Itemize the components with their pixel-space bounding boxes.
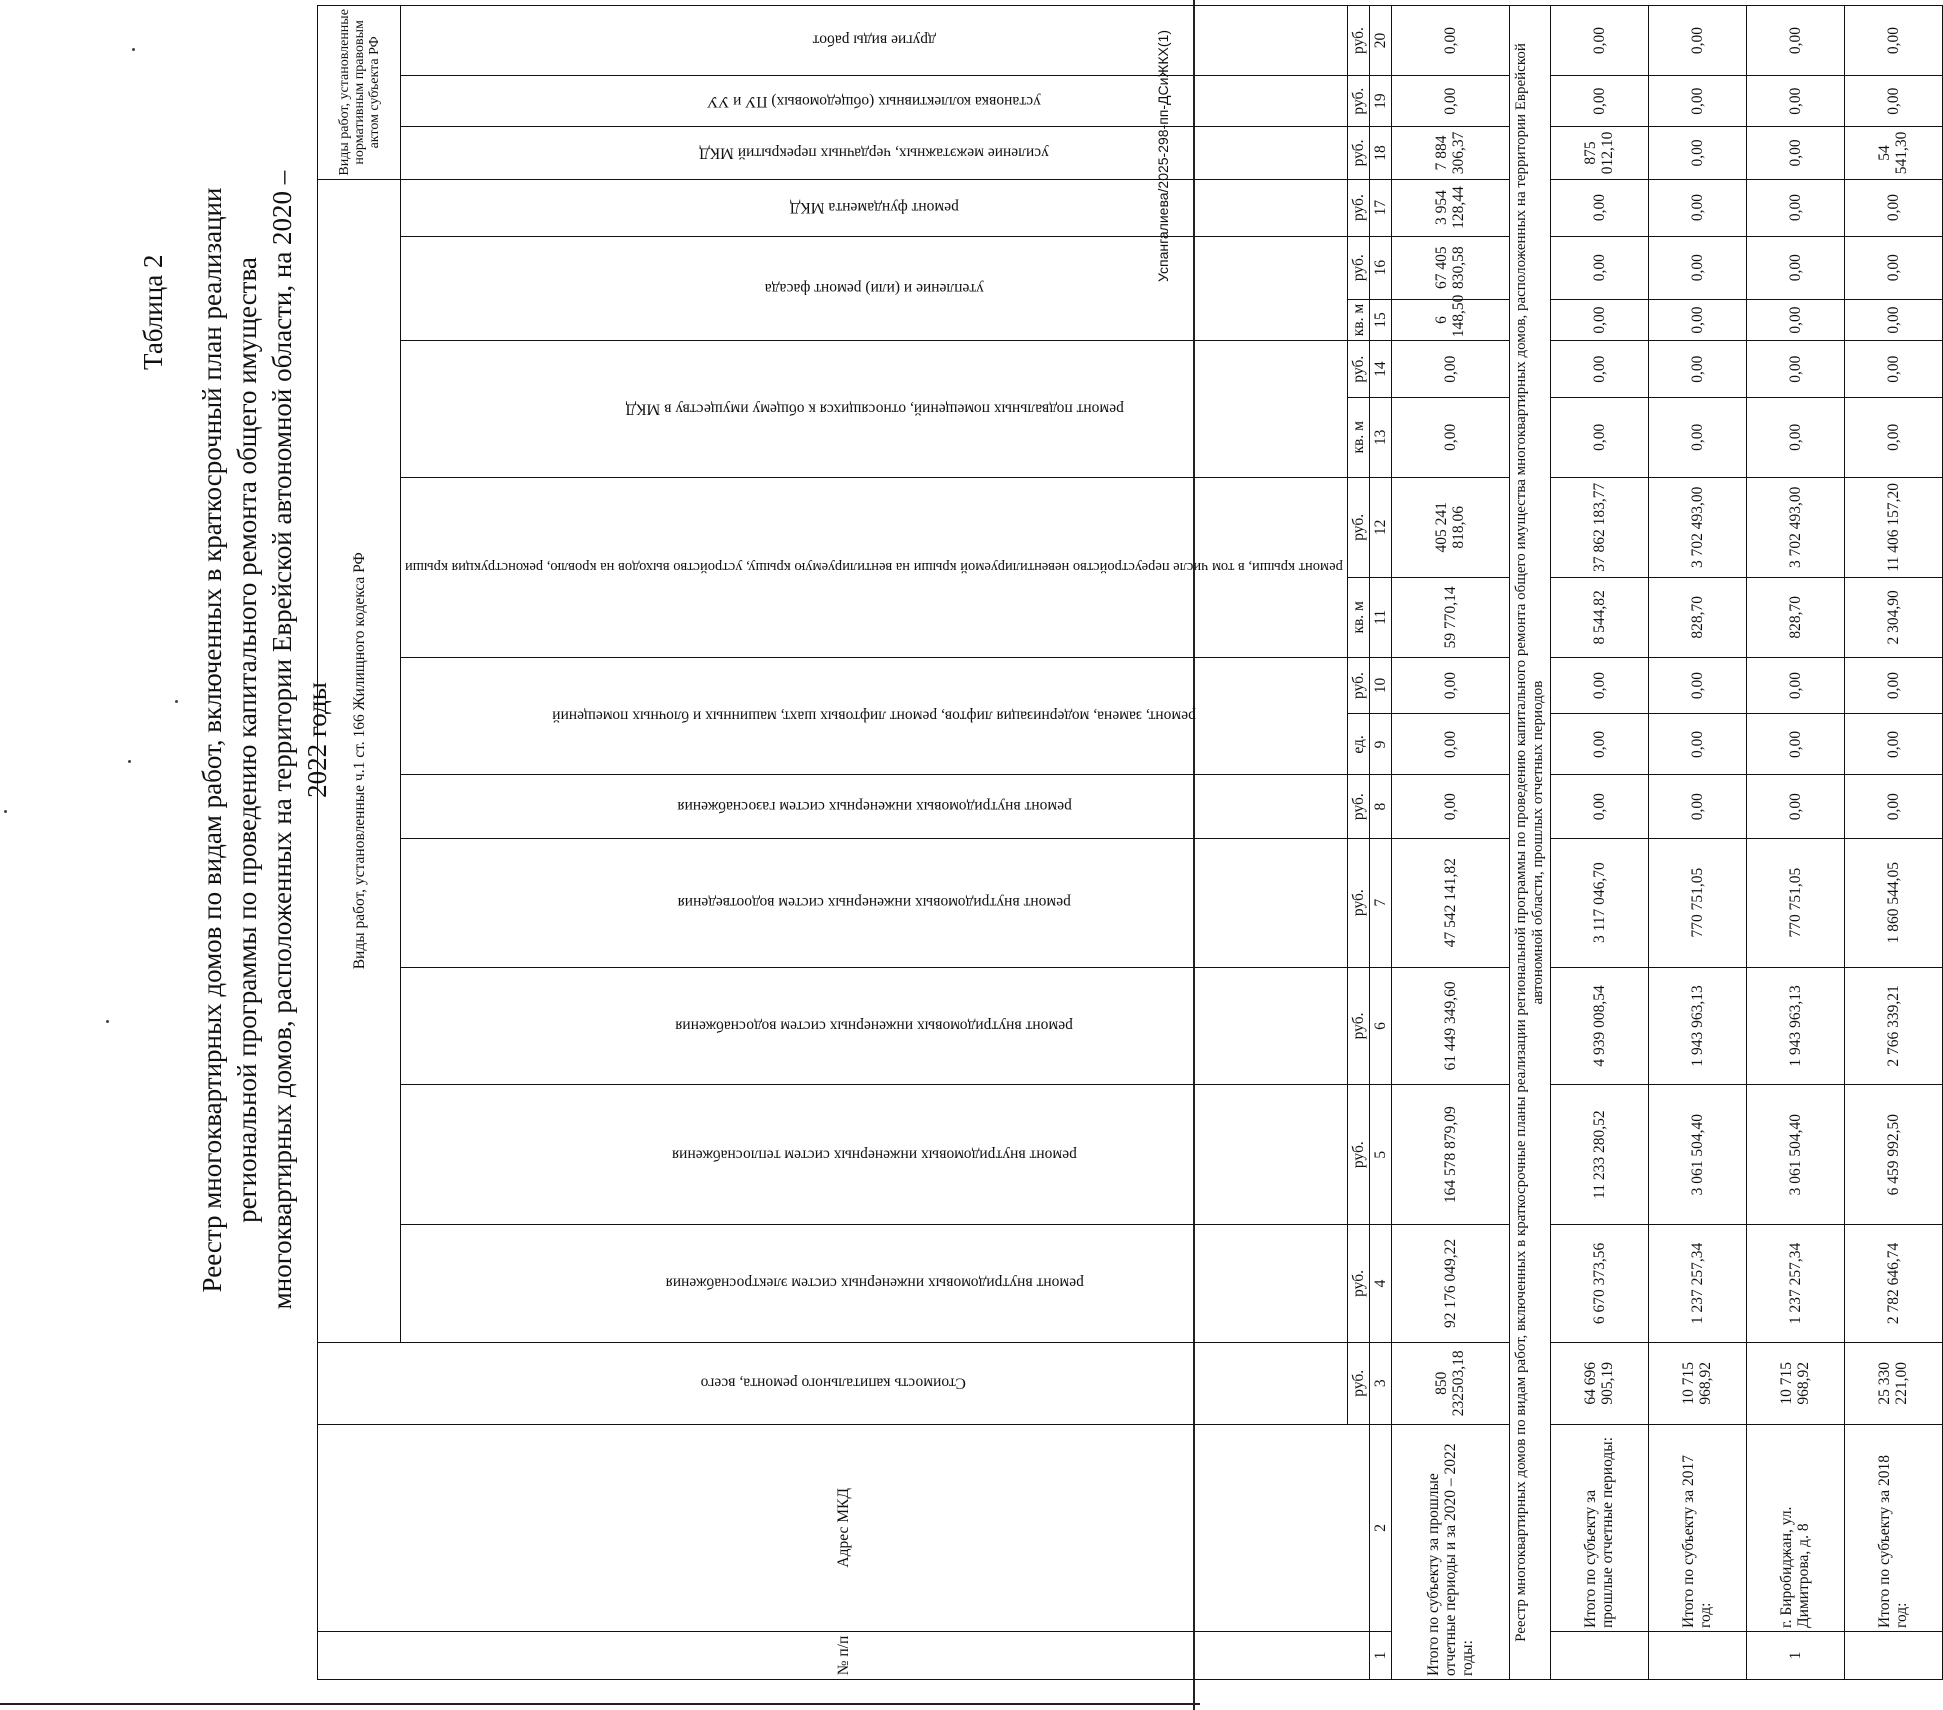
table-cell: 0,00 (1648, 775, 1746, 838)
table-cell: 0,00 (1844, 341, 1942, 398)
table-cell: 92 176 049,22 (1391, 1225, 1509, 1343)
table-cell: 0,00 (1844, 6, 1942, 76)
header-water-drain: ремонт внутридомовых инженерных систем водоотведения (401, 838, 1348, 967)
unit-cell: руб. (1347, 657, 1369, 714)
header-address: Адрес МКД (318, 1424, 1370, 1631)
table-cell: 3 702 493,00 (1746, 477, 1844, 577)
table-cell: 0,00 (1648, 714, 1746, 775)
table-number: Таблица 2 (138, 254, 168, 370)
table-cell: 0,00 (1844, 179, 1942, 236)
unit-cell: руб. (1347, 838, 1369, 967)
table-cell: 3 061 504,40 (1648, 1085, 1746, 1225)
table-cell: 10 715 968,92 (1746, 1342, 1844, 1424)
table-cell: 2 766 339,21 (1844, 967, 1942, 1085)
table-cell: 770 751,05 (1648, 838, 1746, 967)
header-row-groups (318, 6, 401, 1680)
table-cell: 11 406 157,20 (1844, 477, 1942, 577)
table-row (1550, 6, 1648, 1680)
table-cell: 3 061 504,40 (1746, 1085, 1844, 1225)
col-number: 4 (1369, 1225, 1391, 1343)
unit-cell: руб. (1347, 76, 1369, 127)
unit-cell: руб. (1347, 1085, 1369, 1225)
table-cell: 828,70 (1648, 578, 1746, 658)
table-cell: 3 702 493,00 (1648, 477, 1746, 577)
col-number: 20 (1369, 6, 1391, 76)
table-cell: 875 012,10 (1550, 127, 1648, 179)
table-cell: 0,00 (1746, 714, 1844, 775)
col-number: 6 (1369, 967, 1391, 1085)
header-floors: усиление межэтажных, чердачных перекрытий МКД (401, 127, 1348, 179)
table-cell: 0,00 (1746, 76, 1844, 127)
header-lifts: ремонт, замена, модернизация лифтов, ремонт лифтовых шахт, машинных и блочных помещений (401, 657, 1348, 775)
header-group-166: Виды работ, установленные ч.1 ст. 166 Жилищного кодекса РФ (318, 179, 401, 1342)
row-label: г. Биробиджан, ул. Димитрова, д. 8 (1746, 1424, 1844, 1631)
col-number: 15 (1369, 299, 1391, 340)
table-row (1648, 6, 1746, 1680)
table-cell: 25 330 221,00 (1844, 1342, 1942, 1424)
row-num (1648, 1632, 1746, 1680)
section-header: Реестр многоквартирных домов по видам работ, включенных в краткосрочные планы реализации региональной программы по проведению капитального ремонта общего имущества многоквартирных домов, расположенных на территории Еврейской автономной области, прошлых отчетных периодов (1509, 6, 1550, 1680)
table-cell: 0,00 (1391, 6, 1509, 76)
unit-cell: кв. м (1347, 578, 1369, 658)
table-cell: 0,00 (1746, 775, 1844, 838)
col-number: 18 (1369, 127, 1391, 179)
table-cell: 0,00 (1746, 341, 1844, 398)
table-cell: 54 541,30 (1844, 127, 1942, 179)
unit-cell: руб. (1347, 127, 1369, 179)
register-table (317, 5, 1943, 1680)
table-cell: 3 117 046,70 (1550, 838, 1648, 967)
table-cell: 0,00 (1844, 76, 1942, 127)
table-cell: 828,70 (1746, 578, 1844, 658)
row-label: Итого по субъекту за прошлые отчетные периоды: (1550, 1424, 1648, 1631)
table-cell: 0,00 (1550, 236, 1648, 299)
unit-cell: руб. (1347, 775, 1369, 838)
total-row (1391, 6, 1509, 1680)
col-number: 17 (1369, 179, 1391, 236)
table-cell: 6 670 373,56 (1550, 1225, 1648, 1343)
table-cell: 0,00 (1550, 714, 1648, 775)
table-cell: 0,00 (1391, 714, 1509, 775)
table-cell: 164 578 879,09 (1391, 1085, 1509, 1225)
table-cell: 0,00 (1746, 299, 1844, 340)
table-cell: 6 459 992,50 (1844, 1085, 1942, 1225)
unit-cell: руб. (1347, 236, 1369, 299)
col-number: 2 (1369, 1424, 1391, 1631)
header-group-subject: Виды работ, установленные нормативным правовым актом субъекта РФ (318, 6, 401, 180)
table-cell: 1 860 544,05 (1844, 838, 1942, 967)
row-num (1844, 1632, 1942, 1680)
table-cell: 61 449 349,60 (1391, 967, 1509, 1085)
table-cell: 0,00 (1746, 236, 1844, 299)
header-water-supply: ремонт внутридомовых инженерных систем водоснабжения (401, 967, 1348, 1085)
col-number: 9 (1369, 714, 1391, 775)
col-number: 1 (1369, 1632, 1391, 1680)
header-foundation: ремонт фундамента МКД (401, 179, 1348, 236)
header-gas: ремонт внутридомовых инженерных систем газоснабжения (401, 775, 1348, 838)
table-cell: 0,00 (1648, 76, 1746, 127)
table-cell: 0,00 (1648, 398, 1746, 478)
table-cell: 6 148,50 (1391, 299, 1509, 340)
col-number: 12 (1369, 477, 1391, 577)
header-cost-total: Стоимость капитального ремонта, всего (318, 1342, 1348, 1424)
table-cell: 0,00 (1648, 127, 1746, 179)
unit-cell: руб. (1347, 6, 1369, 76)
table-cell: 0,00 (1648, 341, 1746, 398)
unit-cell: руб. (1347, 967, 1369, 1085)
table-cell: 0,00 (1746, 657, 1844, 714)
col-number: 16 (1369, 236, 1391, 299)
table-cell: 0,00 (1391, 775, 1509, 838)
table-cell: 1 237 257,34 (1746, 1225, 1844, 1343)
unit-cell: кв. м (1347, 398, 1369, 478)
table-cell: 0,00 (1648, 179, 1746, 236)
unit-cell: руб. (1347, 1225, 1369, 1343)
table-cell: 0,00 (1746, 127, 1844, 179)
document-footer: Успангалиева/2025-298-пп-ДСиЖКХ(1) (1155, 30, 1171, 282)
table-cell: 0,00 (1550, 657, 1648, 714)
table-cell: 67 405 830,58 (1391, 236, 1509, 299)
table-cell: 7 884 306,37 (1391, 127, 1509, 179)
table-cell: 0,00 (1844, 775, 1942, 838)
table-cell: 770 751,05 (1746, 838, 1844, 967)
col-number: 11 (1369, 578, 1391, 658)
table-row (1746, 6, 1844, 1680)
header-num: № п/п (318, 1632, 1370, 1680)
table-cell: 8 544,82 (1550, 578, 1648, 658)
unit-cell: руб. (1347, 341, 1369, 398)
col-number: 3 (1369, 1342, 1391, 1424)
table-row (1844, 6, 1942, 1680)
table-cell: 11 233 280,52 (1550, 1085, 1648, 1225)
table-cell: 0,00 (1648, 6, 1746, 76)
table-cell: 4 939 008,54 (1550, 967, 1648, 1085)
table-cell: 0,00 (1746, 179, 1844, 236)
table-cell: 37 862 183,77 (1550, 477, 1648, 577)
row-label: Итого по субъекту за 2018 год: (1844, 1424, 1942, 1631)
unit-cell: руб. (1347, 477, 1369, 577)
total-row-label: Итого по субъекту за прошлые отчетные периоды и за 2020 – 2022 годы: (1391, 1424, 1509, 1679)
table-cell: 0,00 (1648, 236, 1746, 299)
header-basement: ремонт подвальных помещений, относящихся к общему имуществу в МКД (401, 341, 1348, 477)
column-number-row (1369, 6, 1391, 1680)
header-other: другие виды работ (401, 6, 1348, 76)
document-title: Реестр многоквартирных домов по видам работ, включенных в краткосрочный план реализации региональной программы по проведению капитального ремонта общего имущества многоквартирных домов, расположенных на территории Еврейской автономной области, на 2020 – 2022 годы (197, 170, 332, 1310)
table-cell: 0,00 (1844, 657, 1942, 714)
table-cell: 850 232503,18 (1391, 1342, 1509, 1424)
table-cell: 0,00 (1391, 341, 1509, 398)
table-cell: 0,00 (1746, 398, 1844, 478)
col-number: 5 (1369, 1085, 1391, 1225)
table-cell: 10 715 968,92 (1648, 1342, 1746, 1424)
table-cell: 0,00 (1844, 299, 1942, 340)
header-heating: ремонт внутридомовых инженерных систем теплоснабжения (401, 1085, 1348, 1225)
col-number: 10 (1369, 657, 1391, 714)
col-number: 19 (1369, 76, 1391, 127)
table-cell: 0,00 (1844, 236, 1942, 299)
table-cell: 64 696 905,19 (1550, 1342, 1648, 1424)
table-cell: 59 770,14 (1391, 578, 1509, 658)
col-number: 7 (1369, 838, 1391, 967)
section-header-row (1509, 6, 1550, 1680)
table-cell: 1 943 963,13 (1648, 967, 1746, 1085)
table-cell: 0,00 (1550, 76, 1648, 127)
header-meters: установка коллективных (общедомовых) ПУ и УУ (401, 76, 1348, 127)
row-label: Итого по субъекту за 2017 год: (1648, 1424, 1746, 1631)
table-cell: 405 241 818,06 (1391, 477, 1509, 577)
table-cell: 0,00 (1391, 76, 1509, 127)
table-cell: 2 304,90 (1844, 578, 1942, 658)
col-number: 8 (1369, 775, 1391, 838)
table-cell: 0,00 (1550, 299, 1648, 340)
header-roof: ремонт крыши, в том числе переустройство невентилируемой крыши на вентилируемую крышу, устройство выходов на кровлю, реконструкция крыши (401, 477, 1348, 657)
table-cell: 0,00 (1550, 6, 1648, 76)
table-cell: 0,00 (1391, 398, 1509, 478)
col-number: 13 (1369, 398, 1391, 478)
unit-cell: ед. (1347, 714, 1369, 775)
table-cell: 0,00 (1550, 775, 1648, 838)
table-cell: 2 782 646,74 (1844, 1225, 1942, 1343)
table-cell: 1 943 963,13 (1746, 967, 1844, 1085)
table-cell: 0,00 (1550, 398, 1648, 478)
table-cell: 0,00 (1648, 657, 1746, 714)
table-cell: 0,00 (1550, 179, 1648, 236)
header-facade: утепление и (или) ремонт фасада (401, 236, 1348, 341)
table-cell: 0,00 (1746, 6, 1844, 76)
row-num: 1 (1746, 1632, 1844, 1680)
table-cell: 3 954 128,44 (1391, 179, 1509, 236)
unit-cell: кв. м (1347, 299, 1369, 340)
table-cell: 0,00 (1844, 398, 1942, 478)
col-number: 14 (1369, 341, 1391, 398)
header-electric: ремонт внутридомовых инженерных систем электроснабжения (401, 1225, 1348, 1343)
table-cell: 47 542 141,82 (1391, 838, 1509, 967)
row-num (1550, 1632, 1648, 1680)
table-cell: 0,00 (1648, 299, 1746, 340)
table-cell: 0,00 (1550, 341, 1648, 398)
table-cell: 0,00 (1391, 657, 1509, 714)
table-cell: 0,00 (1844, 714, 1942, 775)
unit-cell: руб. (1347, 179, 1369, 236)
unit-cell: руб. (1347, 1342, 1369, 1424)
table-cell: 1 237 257,34 (1648, 1225, 1746, 1343)
